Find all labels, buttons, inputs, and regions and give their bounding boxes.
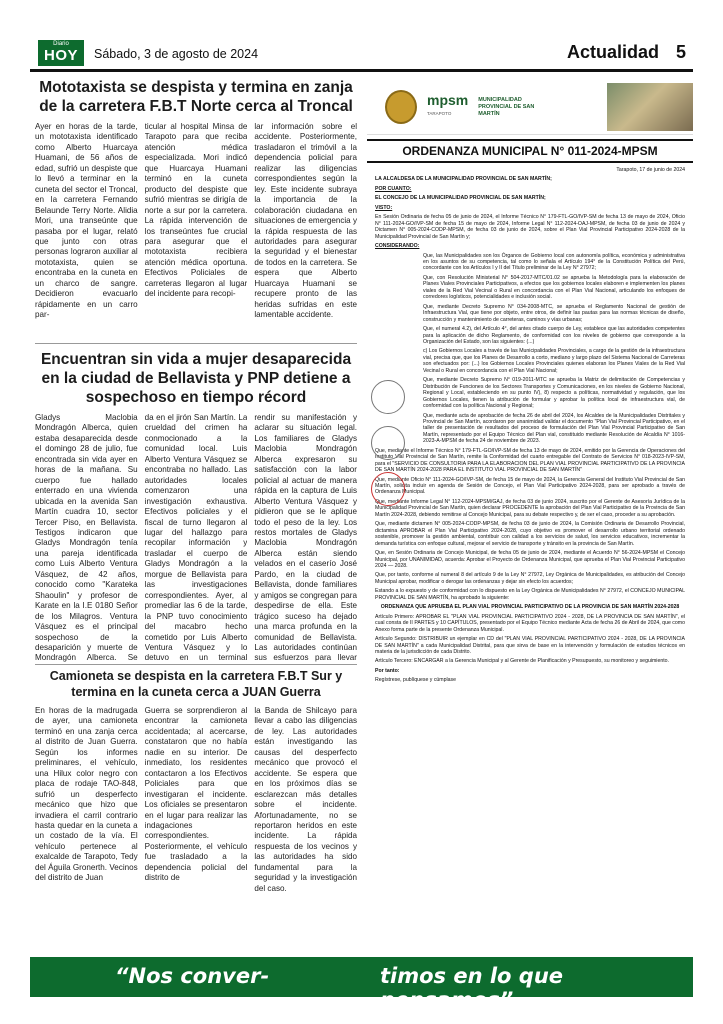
article-mototaxi xyxy=(35,78,357,340)
seal-stamp-icon xyxy=(371,380,405,414)
ordinance-article: Artículo Primero: APROBAR EL "PLAN VIAL PROVINCIAL PARTICIPATIVO 2024 - 2028, DE LA PROVINCIA DE SAN MARTÍN", el cual consta de II PARTES y 10 CAPÍTULOS, presentado por el Equipo Técnico mediante Acta de fecha 26 de Abril de 2024, que como Anexo forma parte de la presente Ordenanza Municipal. xyxy=(375,613,685,633)
ordinance-article: Artículo Tercero: ENCARGAR a la Gerencia Municipal y al Gerente de Planificación y Presupuesto, su monitoreo y seguimiento. xyxy=(375,658,669,665)
page-number: 5 xyxy=(676,42,687,62)
municipal-seal-icon xyxy=(385,90,417,124)
article-column: Gladys Maclobia Mondragón Alberca, quien estaba desaparecida desde el domingo 28 de julio, fue encontrada sin vida ayer en horas de la mañana. Su cuerpo fue hallado enterrado en una vivienda ubicada en la avenida San Martín cuadra 10, sector Tercer Piso, en Bellavista. Testigos indicaron que Gladys Mondragón tenía una pareja identificada como Luis Alberto Ventura Vásquez, de 42 años, conocido como "Karateka Shaoulin" y profesor de Karate en la I.E 0180 Señor de los Milagros. Ventura Vásquez es el principal sospechoso de la desaparición y muerte de Mondragón Alberca. Se xyxy=(35,413,138,663)
place-date: Tarapoto, 17 de junio de 2024 xyxy=(616,167,685,173)
ordinance-paragraph: Que, mediante dictamen N° 005-2024-CODP-MPSM, de fecha 03 de junio de 2024, la Comisión Ordinaria de Desarrollo Provincial, dictamina APROBAR el Plan Vial Participativo 2024-2028, cuyo objetivo es promover el desarrollo urbano territorial ordenado sostenible, promover la gestión ambiental, contribuir con calidad a los servicios de salud, los servicios educativos, incrementar la demanda turística con enfoque cultural, mejorar el servicio de transporte y tránsito en la provincia de San Martín. xyxy=(375,521,685,547)
ordinance-paragraph: Que, el numeral 4.2), del Artículo 4°, del antes citado cuerpo de Ley, establece que las autoridades competentes para la aplicación de dicho Reglamento, de conformidad con los niveles de gobierno que corresponde a la Organización del Estado, son las siguientes: (...) xyxy=(423,326,685,345)
article-column: rendir su manifestación y aclarar su situación legal. Los familiares de Gladys Maclobia Mondragón Alberca expresaron su satisfacción con la labor policial al actuar de manera rápida en la captura de Luis Alberto Ventura Vásquez y pidieron que se le aplique todo el peso de la ley. Los restos mortales de Gladys Maclobia Mondragón Alberca están siendo velados en el caserío José Pardo, en la ciudad de Bellavista, donde familiares y amigos se congregan para despedirse de ella. Este trágico suceso ha dejado una marca profunda en la comunidad de Bellavista. Las autoridades continúan sus esfuerzos para llevar xyxy=(254,413,358,663)
ordinance-paragraph: Que, mediante Decreto Supremo N° 019-2011-MTC se aprueba la Matriz de delimitación de Competencias y Distribución de Funciones de los Sectores Transportes y Comunicaciones, en los niveles de Gobierno Nacional, Regional y Local, estableciendo en su punto IV), 8) respecto a políticas, normatividad y regulación, que los Gobiernos Locales, tienen la atribución de formular y aprobar la política local de infraestructura vial, de conformidad con la política Nacional y Regional; xyxy=(423,377,685,410)
slogan-left: “Nos conver- xyxy=(115,964,270,988)
ordinance-body xyxy=(367,163,693,684)
article-column: Ayer en horas de la tarde, un mototaxista identificado como Alberto Huarcaya Huamani, de 56 años de edad, sufrió un despiste que lo llevó a terminar en la cuneta del sector el Troncal, en la carretera Fernando Belaunde Terry Norte. Alidia Mori, una transeúnte que pasaba por el lugar, relató que junto con otras personas lograron auxiliar al mototaxista, quien se encontraba en la cuneta en un charco de sangre. Decidieron evacuarlo rápidamente en un carro par- xyxy=(35,122,138,320)
municipal-ordinance xyxy=(367,80,693,935)
stamps-column xyxy=(371,380,411,518)
ordinance-paragraph: Que, mediante Oficio N° 111-2024-GO/IVP-SM, de fecha 15 de mayo de 2024, la Gerencia General del Instituto Vial Provincial de San Martín, solicita incluir en agenda de Sesión de Concejo, el Plan Vial Participativo 2024-2028, para ser aprobado a través de Ordenanza Municipal. xyxy=(375,476,685,496)
ordinance-paragraph: Que, mediante Informe Legal N° 112-2024-MPSM/GAJ, de fecha 03 de junio 2024, suscrito por el Gerente de Asesoría Jurídica de la Municipalidad Provincial de San Martín, quien declarar PROCEDENTE la aprobación del Plan Vial Participativo de la Provincia de San Martín 2024-2028, debiendo remitirse al Concejo Municipal, para su debate respectivo y, de ser el caso, proceder a su aprobación. xyxy=(375,498,685,518)
ordinance-paragraph: c) Los Gobiernos Locales a través de las Municipalidades Provinciales, a cargo de la gestión de la infraestructura vial, precisa que, que los Planes de Desarrollo a corto, mediano y largo plazo del Sistema Nacional de Carreteras son efectuados por: (...) los Gobiernos Locales Provinciales quienes elaboran los Planes Viales de la Red Vial Vecinal o Rural en concordancia con el Plan Vial Nacional; xyxy=(423,348,685,374)
article-divider xyxy=(35,664,357,665)
ordinance-paragraph: Que, mediante acta de aprobación de fecha 26 de abril del 2024, los Alcaldes de la Municipalidades Distritales y Provincial de San Martín, acordaron por unanimidad validar el documento "Plan Vial Provincial Participativo, en el taller de presentación de resultados del proceso de formulación del Plan Vial Provincial Participativo de San Martín, representado por el Equipo Técnico del Plan vial, constituido mediante Resolución de Alcaldía N° 1016-2023-A-MPSM de fecha 24 de noviembre de 2023. xyxy=(423,412,685,445)
plaza-photo xyxy=(607,83,693,131)
mpsm-brand-sub: TARAPOTO xyxy=(427,111,452,116)
seal-stamp-icon xyxy=(371,472,405,506)
seal-stamp-icon xyxy=(371,426,405,460)
page-header xyxy=(30,38,693,72)
ordinance-paragraph: Que, por tanto, conforme al numeral 8 del artículo 9 de la Ley N° 27972, Ley Orgánica de Municipalidades, es atribución del Concejo Municipal aprobar, modificar o derogar las ordenanzas y dejar sin efecto los acuerdos; xyxy=(375,572,685,585)
mpsm-brand: mpsm xyxy=(427,92,469,108)
ordinance-subheading: CONSIDERANDO: xyxy=(375,243,420,250)
slogan-right: timos en lo que pensamos” xyxy=(380,964,564,1012)
ordinance-line: Por tanto: xyxy=(375,667,400,674)
ordinance-closing: Regístrese, publíquese y cúmplase xyxy=(375,677,457,684)
article-column: Guerra se sorprendieron al encontrar la camioneta accidentada; al acercarse, constataron que no había nadie en su interior. De inmediato, los residentes contactaron a los Efectivos Policiales para que investigaran el incidente. Los oficiales se presentaron en el lugar para realizar las indagaciones correspondientes. Posteriormente, el vehículo fue trasladado a la dependencia policial del distrito de xyxy=(144,706,248,883)
article-column: la Banda de Shilcayo para llevar a cabo las diligencias de ley. Las autoridades están investigando las causas del desperfecto mecánico que provocó el accidente. Se espera que en los próximos días se esclarezcan más detalles sobre el incidente. Afortunadamente, no se reportaron heridos en este incidente. La rápida respuesta de los vecinos y las autoridades ha sido fundamental para la seguridad y la investigación del caso. xyxy=(254,706,358,893)
article-bellavista xyxy=(35,350,357,662)
mpsm-logo xyxy=(427,93,468,121)
logo-big-text: HOY xyxy=(43,47,78,64)
article-column: ticular al hospital Minsa de Tarapoto para que reciba atención médica especializada. Mori indicó que Huarcaya Huamani terminó en la cuneta producto del despiste que sufrió mientras se dirigía de norte a sur por la carretera. La rápida intervención de los transeúntes fue crucial para asegurar que el mototaxista recibiera atención médica oportuna. Efectivos Policiales de carreteras llegaron al lugar del incidente para recopi- xyxy=(144,122,248,299)
slogan-banner xyxy=(30,957,693,1012)
ordinance-paragraph: Que, con Resolución Ministerial N° 504-2017-MTC/01.02 se aprueba la Metodología para la elaboración de Planes Viales Provinciales Participativos, a efectos que los gobiernos locales elaboren e implementen los planes viales de la Red Vial Vecinal o Rural en concordancia con el Plan Vial Nacional, articulando los enfoques de corredores logísticos, potencialidades e inclusión social. xyxy=(423,274,685,301)
ordinance-paragraph: Que, en Sesión Ordinaria de Concejo Municipal, de fecha 05 de junio de 2024, mediante el Acuerdo N° 56-2024-MPSM el Concejo Municipal, por UNANIMIDAD, acuerda: Aprobar el Proyecto de Ordenanza Municipal, que aprueba el Plan Vial Provincial Participativo 2024 — 2028. xyxy=(375,550,685,570)
header-rule xyxy=(30,69,693,72)
article-camioneta xyxy=(35,668,357,948)
article-body xyxy=(35,706,357,941)
section-title: Actualidad xyxy=(567,42,660,62)
article-divider xyxy=(35,343,357,344)
ordinance-masthead xyxy=(367,80,693,135)
article-body xyxy=(35,413,357,665)
ordinance-title: ORDENANZA MUNICIPAL N° 011-2024-MPSM xyxy=(367,139,693,163)
article-body xyxy=(35,122,357,338)
article-column: lar información sobre el accidente. Posteriormente, trasladaron el trimóvil a la dependencia policial para realizar las diligencias correspondientes según la ley. Este incidente subraya la importancia de la colaboración ciudadana en situaciones de emergencia y la rápida respuesta de las autoridades para asegurar la seguridad y el bienestar de todos en la carretera. Se espera que Alberto Huarcaya Huamani se recupere pronto de las heridas sufridas en este lamentable accidente. xyxy=(254,122,358,320)
ordinance-heading: ORDENANZA QUE APRUEBA EL PLAN VIAL PROVINCIAL PARTICIPATIVO DE LA PROVINCIA DE SAN MARTÍN 2024-2028 xyxy=(380,604,680,611)
article-column: En horas de la madrugada de ayer, una camioneta terminó en una zanja cerca al distrito de Juan Guerra. Según los informes preliminares, el vehículo, una Hilux color negro con placa de rodaje TAO-848, sufrió un desperfecto mecánico que hizo que invadiera el carril contrario hasta quedar en la cuneta a un costado de la vía. El vehículo pertenece al exalcalde de Tarapoto, Tedy del Águila Gronerth. Vecinos del distrito de Juan xyxy=(35,706,138,883)
ordinance-subheading: POR CUANTO: xyxy=(375,185,412,192)
ordinance-paragraph: En Sesión Ordinaria de fecha 05 de junio de 2024, el Informe Técnico N° 179-FTL-GO/IVP-SM de fecha 13 de mayo de 2024, Oficio N° 111-2024-GO/IVP-SM de fecha 15 de mayo de 2024, Informe Legal N° 112-2024-OAJ-MPSM, de fecha 03 de junio de 2024 y Dictamen N° 005-2024-CODP-MPSM, de fecha 03 de junio de 2024, sobre el Plan Vial Provincial Participativo 2024-2028 de la Municipalidad Provincial de San Martín y; xyxy=(375,214,685,240)
ordinance-paragraph: Que, mediante el Informe Técnico N° 179-FTL-GO/IVP-SM de fecha 13 de mayo de 2024, emitido por la Gerencia de Operaciones del Instituto Vial Provincial de San Martín, remite la Conformidad del cuarto entregable del Contrato de Servicios N° 018-2023-IVP-SM, para el "SERVICIO DE CONSULTORIA PARA LA ELABORACION DEL PLAN VIAL PROVINCIAL PARTICIPATIVO DE LA PROVINCIA DE SAN MARTÍN 2024-2028 PARA EL INSTITUTO VIAL PROVINCIAL DE SAN MARTÍN" xyxy=(375,447,685,474)
issue-date: Sábado, 3 de agosto de 2024 xyxy=(94,47,259,61)
ordinance-line: EL CONCEJO DE LA MUNICIPALIDAD PROVINCIAL DE SAN MARTÍN; xyxy=(375,195,546,202)
ordinance-subheading: VISTO: xyxy=(375,204,393,211)
article-headline: Camioneta se despista en la carretera F.B.T Sur y termina en la cuneta cerca a JUAN Guerra xyxy=(49,669,343,699)
logo-small-text: Diario xyxy=(53,41,69,47)
ordinance-paragraph: Que, mediante Decreto Supremo N° 034-2008-MTC, se aprueba el Reglamento Nacional de gestión de Infraestructura Vial, que tiene por objeto, entre otros, de definir las pautas para las normas técnicas de diseño, construcción y mantenimiento de carreteras, caminos y vías urbanas; xyxy=(423,303,685,323)
article-headline: Encuentran sin vida a mujer desaparecida en la ciudad de Bellavista y PNP detiene a sospechoso en tiempo récord xyxy=(40,351,352,406)
ordinance-article: Artículo Segundo: DISTRIBUIR un ejemplar en CD del "PLAN VIAL PROVINCIAL PARTICIPATIVO 2024 - 2028, DE LA PROVINCIA DE SAN MARTÍN" a cada Municipalidad Distrital, para que sirva de base en la intervención y formulación de estudios técnicos en materia de la jurisdicción de cada Distrito. xyxy=(375,636,685,655)
ordinance-paragraph: Estando a lo expuesto y de conformidad con lo dispuesto en la Ley Orgánica de Municipalidades N° 27972, el CONCEJO MUNICIPAL PROVINCIAL DE SAN MARTÍN, ha aprobado la siguiente: xyxy=(375,588,685,601)
article-column: da en el jirón San Martín. La crueldad del crimen ha conmocionado a la comunidad local. Luis Alberto Ventura Vásquez se encontraba no hallado. Las autoridades locales comenzaron una investigación exhaustiva. Efectivos policiales y el fiscal de turno llegaron al lugar del hallazgo para recopilar información y trasladar el cuerpo de Gladys Mondragón a la morgue de Bellavista para las investigaciones correspondientes. Ayer, al promediar las 6 de la tarde, la PNP tuvo conocimiento del macabro hecho cometido por Luis Alberto Ventura Vásquez y lo detuvo en un terminal xyxy=(144,413,248,663)
article-headline: Mototaxista se despista y termina en zanja de la carretera F.B.T Norte cerca al Troncal xyxy=(39,79,353,115)
newspaper-logo xyxy=(38,40,84,66)
ordinance-paragraph: Que, las Municipalidades son los Órganos de Gobierno local con autonomía política, económica y administrativa en los asuntos de su competencia, tal como lo señala el Artículo 194° de la Constitución Política del Perú, concordante con los Artículos I y II del Título preliminar de la Ley N° 27972; xyxy=(423,252,685,272)
ordinance-line: LA ALCALDESA DE LA MUNICIPALIDAD PROVINCIAL DE SAN MARTÍN; xyxy=(375,176,552,183)
municipality-name: MUNICIPALIDAD PROVINCIAL DE SAN MARTÍN xyxy=(478,96,535,117)
